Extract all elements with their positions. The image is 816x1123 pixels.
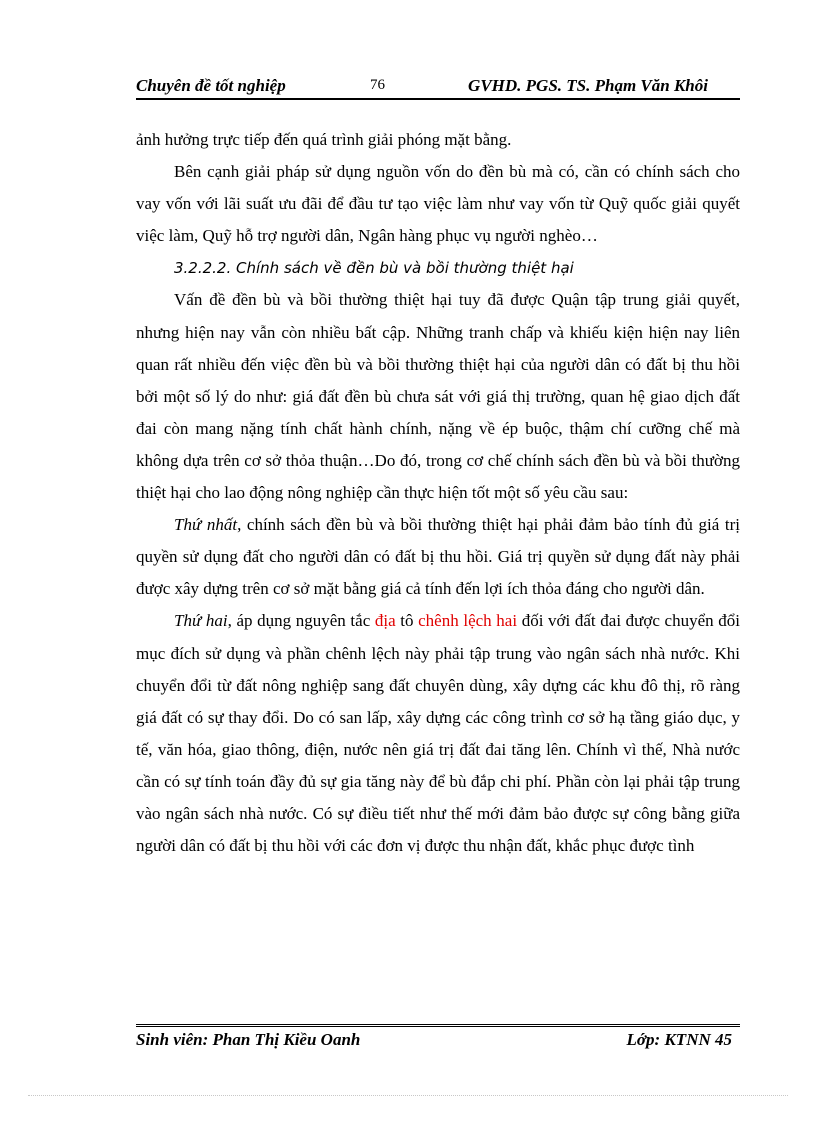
second-lead: Thứ hai — [174, 611, 228, 631]
document-body — [136, 124, 740, 862]
page-number: 76 — [370, 77, 385, 93]
paragraph-continuation: ảnh hưởng trực tiếp đến quá trình giải phóng mặt bằng. — [136, 130, 512, 149]
header-title: Chuyên đề tốt nghiệp — [136, 76, 286, 95]
second-text-a: , áp dụng nguyên tắc — [227, 611, 375, 631]
second-text-b: tô — [395, 611, 419, 631]
section-subheading: 3.2.2.2. Chính sách về đền bù và bồi thường thiệt hại — [174, 259, 574, 278]
first-text: , chính sách đền bù và bồi thường thiệt hại phải đảm bảo tính đủ giá trị quyền sử dụng đất cho người dân có đất bị thu hồi. Giá trị quyền sử dụng đất này phải được xây dựng trên cơ sở mặt bằng giá cả tính đến lợi ích thỏa đáng cho người dân. — [136, 515, 741, 599]
header-supervisor: GVHD. PGS. TS. Phạm Văn Khôi — [468, 76, 708, 95]
highlight-chenh-lech-hai: chênh lệch hai — [418, 611, 518, 631]
paragraph-loan-policy: Bên cạnh giải pháp sử dụng nguồn vốn do đền bù mà có, cần có chính sách cho vay vốn với lãi suất ưu đãi để đầu tư tạo việc làm như vay vốn từ Quỹ quốc giải quyết việc làm, Quỹ hỗ trợ người dân, Ngân hàng phục vụ người nghèo… — [136, 162, 740, 246]
highlight-dia: địa — [374, 611, 396, 631]
paragraph-first-requirement — [136, 509, 740, 605]
page-header — [136, 74, 740, 100]
paragraph-second-requirement — [136, 605, 740, 862]
page-bottom-divider — [28, 1095, 788, 1096]
footer-student: Sinh viên: Phan Thị Kiều Oanh — [136, 1030, 361, 1049]
footer-class: Lớp: KTNN 45 — [626, 1030, 732, 1049]
page-footer — [136, 1024, 740, 1053]
paragraph-compensation-issues: Vấn đề đền bù và bồi thường thiệt hại tuy đã được Quận tập trung giải quyết, nhưng hiện nay vẫn còn nhiều bất cập. Những tranh chấp và khiếu kiện hiện nay liên quan rất nhiều đến việc đền bù và bồi thường thiệt hại của người dân có đất bị thu hồi bởi một số lý do như: giá đất đền bù chưa sát với giá thị trường, quan hệ giao dịch đất đai còn mang nặng tính chất hành chính, nặng về ép buộc, thậm chí cưỡng chế mà không dựa trên cơ sở thỏa thuận…Do đó, trong cơ chế chính sách đền bù và bồi thường thiệt hại cho lao động nông nghiệp cần thực hiện tốt một số yêu cầu sau: — [136, 290, 740, 503]
first-lead: Thứ nhất — [174, 515, 238, 535]
second-text-c: đối với đất đai được chuyển đổi mục đích sử dụng và phần chênh lệch này phải tập trung vào ngân sách nhà nước. Khi chuyển đổi từ đất nông nghiệp sang đất chuyên dùng, xây dựng các khu đô thị, rõ ràng giá đất có sự thay đổi. Do có san lấp, xây dựng các công trình cơ sở hạ tầng giáo dục, y tế, văn hóa, giao thông, điện, nước nên giá trị đất đai tăng lên. Chính vì thế, Nhà nước cần có sự tính toán đầy đủ sự gia tăng này để bù đắp chi phí. Phần còn lại phải tập trung vào ngân sách nhà nước. Có sự điều tiết như thế mới đảm bảo được sự công bằng giữa người dân có đất bị thu hồi với các đơn vị được thu nhận đất, khắc phục được tình — [136, 611, 740, 856]
